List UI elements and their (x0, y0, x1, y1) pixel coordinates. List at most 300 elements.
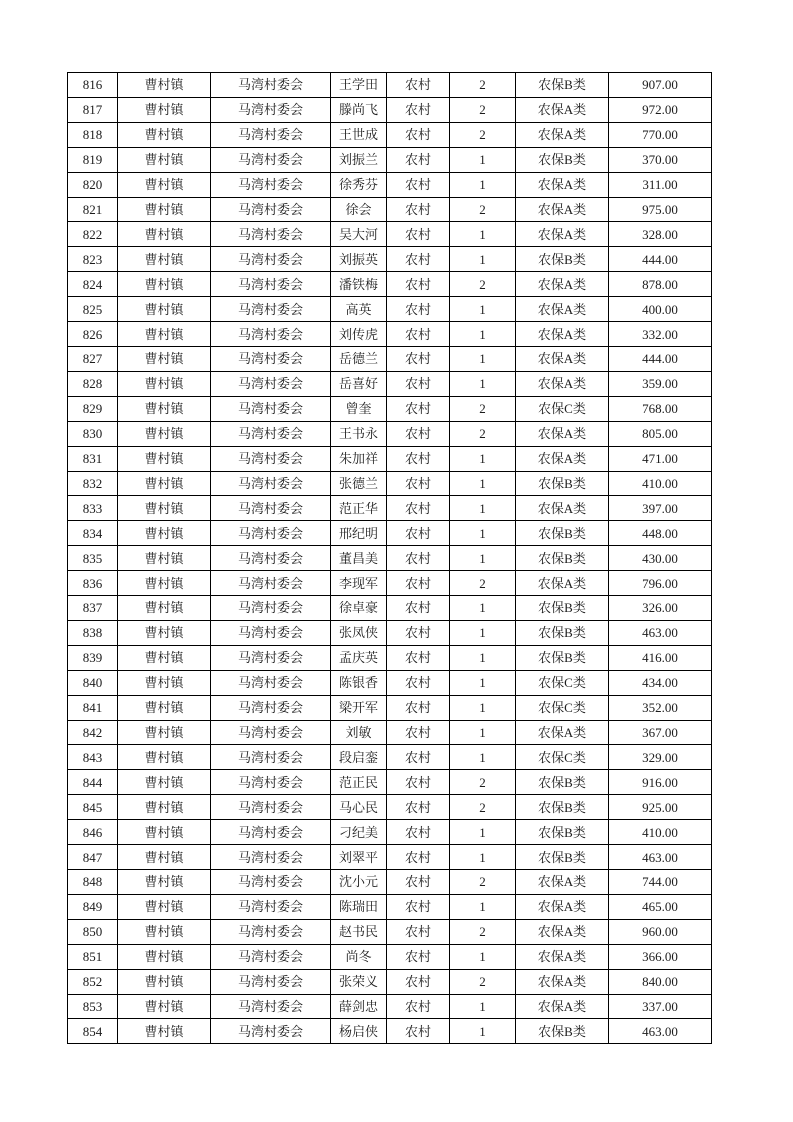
table-row (68, 371, 712, 396)
cell-insurance-type: 农保A类 (516, 371, 609, 396)
cell-village: 马湾村委会 (211, 845, 331, 870)
cell-insurance-type: 农保A类 (516, 272, 609, 297)
cell-name: 马心民 (331, 795, 387, 820)
cell-seq: 831 (68, 446, 118, 471)
cell-town: 曹村镇 (118, 122, 211, 147)
cell-seq: 818 (68, 122, 118, 147)
cell-seq: 830 (68, 421, 118, 446)
cell-seq: 840 (68, 670, 118, 695)
cell-count: 2 (450, 122, 516, 147)
cell-insurance-type: 农保B类 (516, 770, 609, 795)
cell-village: 马湾村委会 (211, 122, 331, 147)
cell-category: 农村 (387, 571, 450, 596)
cell-name: 高英 (331, 297, 387, 322)
cell-amount: 444.00 (609, 247, 712, 272)
cell-name: 刘振英 (331, 247, 387, 272)
cell-category: 农村 (387, 521, 450, 546)
cell-name: 董昌美 (331, 546, 387, 571)
cell-insurance-type: 农保A类 (516, 172, 609, 197)
cell-count: 2 (450, 421, 516, 446)
table-row (68, 670, 712, 695)
cell-seq: 823 (68, 247, 118, 272)
cell-category: 农村 (387, 371, 450, 396)
cell-count: 1 (450, 172, 516, 197)
cell-insurance-type: 农保B类 (516, 795, 609, 820)
cell-amount: 397.00 (609, 496, 712, 521)
cell-insurance-type: 农保A类 (516, 197, 609, 222)
cell-insurance-type: 农保A类 (516, 894, 609, 919)
cell-amount: 366.00 (609, 944, 712, 969)
table-row (68, 894, 712, 919)
cell-village: 马湾村委会 (211, 894, 331, 919)
cell-town: 曹村镇 (118, 446, 211, 471)
cell-village: 马湾村委会 (211, 471, 331, 496)
cell-amount: 463.00 (609, 620, 712, 645)
cell-insurance-type: 农保B类 (516, 845, 609, 870)
table-row (68, 396, 712, 421)
cell-town: 曹村镇 (118, 396, 211, 421)
cell-seq: 824 (68, 272, 118, 297)
cell-category: 农村 (387, 919, 450, 944)
cell-seq: 826 (68, 322, 118, 347)
records-table (67, 72, 712, 1044)
cell-count: 1 (450, 670, 516, 695)
cell-name: 吴大河 (331, 222, 387, 247)
cell-seq: 821 (68, 197, 118, 222)
cell-town: 曹村镇 (118, 620, 211, 645)
cell-amount: 925.00 (609, 795, 712, 820)
cell-category: 农村 (387, 322, 450, 347)
cell-name: 孟庆英 (331, 645, 387, 670)
table-row (68, 645, 712, 670)
cell-village: 马湾村委会 (211, 546, 331, 571)
cell-seq: 843 (68, 745, 118, 770)
cell-count: 1 (450, 247, 516, 272)
cell-amount: 960.00 (609, 919, 712, 944)
cell-category: 农村 (387, 670, 450, 695)
cell-insurance-type: 农保C类 (516, 695, 609, 720)
cell-town: 曹村镇 (118, 197, 211, 222)
cell-town: 曹村镇 (118, 845, 211, 870)
cell-insurance-type: 农保A类 (516, 297, 609, 322)
cell-name: 邢纪明 (331, 521, 387, 546)
cell-village: 马湾村委会 (211, 421, 331, 446)
table-row (68, 596, 712, 621)
cell-name: 徐会 (331, 197, 387, 222)
cell-count: 1 (450, 994, 516, 1019)
cell-town: 曹村镇 (118, 944, 211, 969)
cell-count: 2 (450, 919, 516, 944)
cell-category: 农村 (387, 795, 450, 820)
cell-town: 曹村镇 (118, 297, 211, 322)
cell-town: 曹村镇 (118, 596, 211, 621)
cell-category: 农村 (387, 122, 450, 147)
cell-category: 农村 (387, 147, 450, 172)
table-row (68, 73, 712, 98)
cell-count: 2 (450, 770, 516, 795)
cell-insurance-type: 农保B类 (516, 820, 609, 845)
cell-seq: 819 (68, 147, 118, 172)
cell-category: 农村 (387, 870, 450, 895)
cell-amount: 916.00 (609, 770, 712, 795)
table-row (68, 695, 712, 720)
cell-count: 1 (450, 546, 516, 571)
cell-name: 张荣义 (331, 969, 387, 994)
cell-name: 段启銮 (331, 745, 387, 770)
cell-insurance-type: 农保A类 (516, 870, 609, 895)
cell-village: 马湾村委会 (211, 919, 331, 944)
cell-name: 徐秀芬 (331, 172, 387, 197)
cell-amount: 770.00 (609, 122, 712, 147)
cell-village: 马湾村委会 (211, 645, 331, 670)
cell-amount: 463.00 (609, 1019, 712, 1044)
cell-seq: 833 (68, 496, 118, 521)
table-row (68, 496, 712, 521)
cell-village: 马湾村委会 (211, 521, 331, 546)
cell-insurance-type: 农保A类 (516, 994, 609, 1019)
cell-amount: 416.00 (609, 645, 712, 670)
cell-name: 王世成 (331, 122, 387, 147)
cell-village: 马湾村委会 (211, 97, 331, 122)
cell-amount: 805.00 (609, 421, 712, 446)
cell-seq: 816 (68, 73, 118, 98)
table-row (68, 845, 712, 870)
cell-name: 范正华 (331, 496, 387, 521)
cell-town: 曹村镇 (118, 1019, 211, 1044)
cell-category: 农村 (387, 446, 450, 471)
cell-seq: 834 (68, 521, 118, 546)
cell-amount: 796.00 (609, 571, 712, 596)
cell-seq: 854 (68, 1019, 118, 1044)
cell-town: 曹村镇 (118, 546, 211, 571)
cell-village: 马湾村委会 (211, 620, 331, 645)
table-row (68, 197, 712, 222)
cell-amount: 370.00 (609, 147, 712, 172)
cell-count: 1 (450, 845, 516, 870)
cell-count: 1 (450, 894, 516, 919)
cell-category: 农村 (387, 770, 450, 795)
cell-category: 农村 (387, 969, 450, 994)
cell-insurance-type: 农保A类 (516, 122, 609, 147)
cell-insurance-type: 农保A类 (516, 944, 609, 969)
cell-category: 农村 (387, 596, 450, 621)
cell-insurance-type: 农保B类 (516, 73, 609, 98)
cell-count: 2 (450, 396, 516, 421)
cell-name: 王学田 (331, 73, 387, 98)
cell-name: 刘振兰 (331, 147, 387, 172)
cell-insurance-type: 农保B类 (516, 471, 609, 496)
table-row (68, 147, 712, 172)
cell-town: 曹村镇 (118, 73, 211, 98)
cell-village: 马湾村委会 (211, 944, 331, 969)
cell-town: 曹村镇 (118, 471, 211, 496)
cell-name: 刘传虎 (331, 322, 387, 347)
cell-village: 马湾村委会 (211, 496, 331, 521)
table-row (68, 571, 712, 596)
cell-town: 曹村镇 (118, 820, 211, 845)
table-row (68, 322, 712, 347)
cell-category: 农村 (387, 894, 450, 919)
cell-amount: 329.00 (609, 745, 712, 770)
cell-insurance-type: 农保B类 (516, 247, 609, 272)
table-row (68, 994, 712, 1019)
table-row (68, 421, 712, 446)
cell-category: 农村 (387, 297, 450, 322)
cell-seq: 853 (68, 994, 118, 1019)
cell-category: 农村 (387, 820, 450, 845)
cell-insurance-type: 农保A类 (516, 97, 609, 122)
cell-category: 农村 (387, 247, 450, 272)
cell-count: 1 (450, 521, 516, 546)
cell-village: 马湾村委会 (211, 446, 331, 471)
cell-amount: 434.00 (609, 670, 712, 695)
cell-village: 马湾村委会 (211, 745, 331, 770)
cell-town: 曹村镇 (118, 147, 211, 172)
cell-town: 曹村镇 (118, 969, 211, 994)
cell-count: 1 (450, 371, 516, 396)
cell-seq: 829 (68, 396, 118, 421)
cell-count: 1 (450, 471, 516, 496)
cell-town: 曹村镇 (118, 745, 211, 770)
cell-count: 1 (450, 695, 516, 720)
cell-town: 曹村镇 (118, 670, 211, 695)
cell-amount: 328.00 (609, 222, 712, 247)
cell-name: 尚冬 (331, 944, 387, 969)
cell-count: 1 (450, 645, 516, 670)
cell-village: 马湾村委会 (211, 969, 331, 994)
cell-seq: 836 (68, 571, 118, 596)
cell-village: 马湾村委会 (211, 297, 331, 322)
cell-amount: 444.00 (609, 346, 712, 371)
cell-town: 曹村镇 (118, 172, 211, 197)
cell-town: 曹村镇 (118, 994, 211, 1019)
cell-name: 潘铁梅 (331, 272, 387, 297)
cell-count: 1 (450, 620, 516, 645)
cell-seq: 837 (68, 596, 118, 621)
cell-village: 马湾村委会 (211, 396, 331, 421)
cell-seq: 838 (68, 620, 118, 645)
cell-category: 农村 (387, 421, 450, 446)
cell-town: 曹村镇 (118, 770, 211, 795)
cell-insurance-type: 农保B类 (516, 546, 609, 571)
cell-category: 农村 (387, 546, 450, 571)
cell-seq: 844 (68, 770, 118, 795)
cell-category: 农村 (387, 720, 450, 745)
cell-category: 农村 (387, 396, 450, 421)
table-row (68, 521, 712, 546)
cell-seq: 850 (68, 919, 118, 944)
cell-village: 马湾村委会 (211, 197, 331, 222)
cell-amount: 975.00 (609, 197, 712, 222)
cell-village: 马湾村委会 (211, 172, 331, 197)
cell-count: 1 (450, 346, 516, 371)
table-row (68, 969, 712, 994)
cell-insurance-type: 农保B类 (516, 620, 609, 645)
cell-seq: 832 (68, 471, 118, 496)
table-row (68, 820, 712, 845)
cell-amount: 448.00 (609, 521, 712, 546)
cell-village: 马湾村委会 (211, 770, 331, 795)
cell-insurance-type: 农保A类 (516, 919, 609, 944)
cell-name: 曾奎 (331, 396, 387, 421)
table-row (68, 919, 712, 944)
cell-amount: 430.00 (609, 546, 712, 571)
table-row (68, 172, 712, 197)
cell-seq: 852 (68, 969, 118, 994)
cell-amount: 463.00 (609, 845, 712, 870)
cell-village: 马湾村委会 (211, 695, 331, 720)
table-row (68, 97, 712, 122)
cell-town: 曹村镇 (118, 720, 211, 745)
cell-count: 1 (450, 222, 516, 247)
cell-count: 1 (450, 322, 516, 347)
cell-seq: 841 (68, 695, 118, 720)
cell-seq: 842 (68, 720, 118, 745)
cell-seq: 846 (68, 820, 118, 845)
cell-name: 陈银香 (331, 670, 387, 695)
cell-amount: 744.00 (609, 870, 712, 895)
cell-amount: 337.00 (609, 994, 712, 1019)
cell-town: 曹村镇 (118, 521, 211, 546)
cell-name: 刘敏 (331, 720, 387, 745)
table-row (68, 870, 712, 895)
cell-village: 马湾村委会 (211, 870, 331, 895)
cell-category: 农村 (387, 97, 450, 122)
cell-village: 马湾村委会 (211, 346, 331, 371)
cell-count: 1 (450, 745, 516, 770)
cell-insurance-type: 农保C类 (516, 745, 609, 770)
cell-town: 曹村镇 (118, 571, 211, 596)
cell-amount: 907.00 (609, 73, 712, 98)
cell-insurance-type: 农保A类 (516, 720, 609, 745)
cell-name: 滕尚飞 (331, 97, 387, 122)
cell-village: 马湾村委会 (211, 795, 331, 820)
cell-name: 范正民 (331, 770, 387, 795)
cell-insurance-type: 农保B类 (516, 1019, 609, 1044)
cell-town: 曹村镇 (118, 272, 211, 297)
cell-village: 马湾村委会 (211, 371, 331, 396)
cell-amount: 465.00 (609, 894, 712, 919)
cell-amount: 972.00 (609, 97, 712, 122)
cell-amount: 367.00 (609, 720, 712, 745)
table-row (68, 1019, 712, 1044)
cell-category: 农村 (387, 1019, 450, 1044)
cell-seq: 825 (68, 297, 118, 322)
table-row (68, 745, 712, 770)
cell-name: 徐卓豪 (331, 596, 387, 621)
cell-name: 王书永 (331, 421, 387, 446)
cell-seq: 849 (68, 894, 118, 919)
cell-category: 农村 (387, 620, 450, 645)
cell-name: 沈小元 (331, 870, 387, 895)
cell-seq: 817 (68, 97, 118, 122)
cell-category: 农村 (387, 994, 450, 1019)
cell-count: 2 (450, 571, 516, 596)
cell-count: 2 (450, 969, 516, 994)
cell-seq: 839 (68, 645, 118, 670)
cell-category: 农村 (387, 645, 450, 670)
cell-town: 曹村镇 (118, 870, 211, 895)
cell-category: 农村 (387, 845, 450, 870)
table-row (68, 471, 712, 496)
cell-town: 曹村镇 (118, 247, 211, 272)
cell-count: 2 (450, 272, 516, 297)
cell-town: 曹村镇 (118, 421, 211, 446)
cell-amount: 471.00 (609, 446, 712, 471)
cell-category: 农村 (387, 745, 450, 770)
cell-amount: 359.00 (609, 371, 712, 396)
cell-village: 马湾村委会 (211, 322, 331, 347)
cell-insurance-type: 农保A类 (516, 496, 609, 521)
table-row (68, 247, 712, 272)
cell-category: 农村 (387, 222, 450, 247)
cell-insurance-type: 农保A类 (516, 222, 609, 247)
cell-insurance-type: 农保A类 (516, 969, 609, 994)
cell-count: 1 (450, 720, 516, 745)
table-row (68, 620, 712, 645)
cell-town: 曹村镇 (118, 894, 211, 919)
cell-seq: 845 (68, 795, 118, 820)
cell-name: 刁纪美 (331, 820, 387, 845)
cell-category: 农村 (387, 197, 450, 222)
cell-village: 马湾村委会 (211, 596, 331, 621)
cell-category: 农村 (387, 73, 450, 98)
cell-insurance-type: 农保A类 (516, 446, 609, 471)
cell-village: 马湾村委会 (211, 272, 331, 297)
table-row (68, 795, 712, 820)
cell-village: 马湾村委会 (211, 147, 331, 172)
cell-town: 曹村镇 (118, 322, 211, 347)
cell-amount: 410.00 (609, 820, 712, 845)
cell-count: 2 (450, 197, 516, 222)
cell-seq: 828 (68, 371, 118, 396)
cell-name: 朱加祥 (331, 446, 387, 471)
cell-count: 2 (450, 73, 516, 98)
cell-name: 岳喜好 (331, 371, 387, 396)
cell-seq: 848 (68, 870, 118, 895)
cell-insurance-type: 农保B类 (516, 521, 609, 546)
cell-town: 曹村镇 (118, 795, 211, 820)
cell-amount: 768.00 (609, 396, 712, 421)
cell-village: 马湾村委会 (211, 222, 331, 247)
cell-name: 刘翠平 (331, 845, 387, 870)
cell-count: 1 (450, 297, 516, 322)
cell-village: 马湾村委会 (211, 720, 331, 745)
cell-insurance-type: 农保B类 (516, 596, 609, 621)
cell-category: 农村 (387, 496, 450, 521)
cell-amount: 332.00 (609, 322, 712, 347)
cell-category: 农村 (387, 346, 450, 371)
cell-category: 农村 (387, 695, 450, 720)
cell-name: 梁开军 (331, 695, 387, 720)
cell-seq: 847 (68, 845, 118, 870)
cell-count: 1 (450, 446, 516, 471)
cell-category: 农村 (387, 172, 450, 197)
cell-town: 曹村镇 (118, 97, 211, 122)
cell-village: 马湾村委会 (211, 820, 331, 845)
cell-town: 曹村镇 (118, 222, 211, 247)
cell-amount: 326.00 (609, 596, 712, 621)
table-row (68, 446, 712, 471)
table-row (68, 272, 712, 297)
cell-name: 李现军 (331, 571, 387, 596)
cell-village: 马湾村委会 (211, 994, 331, 1019)
cell-village: 马湾村委会 (211, 670, 331, 695)
table-row (68, 122, 712, 147)
cell-seq: 851 (68, 944, 118, 969)
cell-seq: 822 (68, 222, 118, 247)
cell-count: 1 (450, 944, 516, 969)
